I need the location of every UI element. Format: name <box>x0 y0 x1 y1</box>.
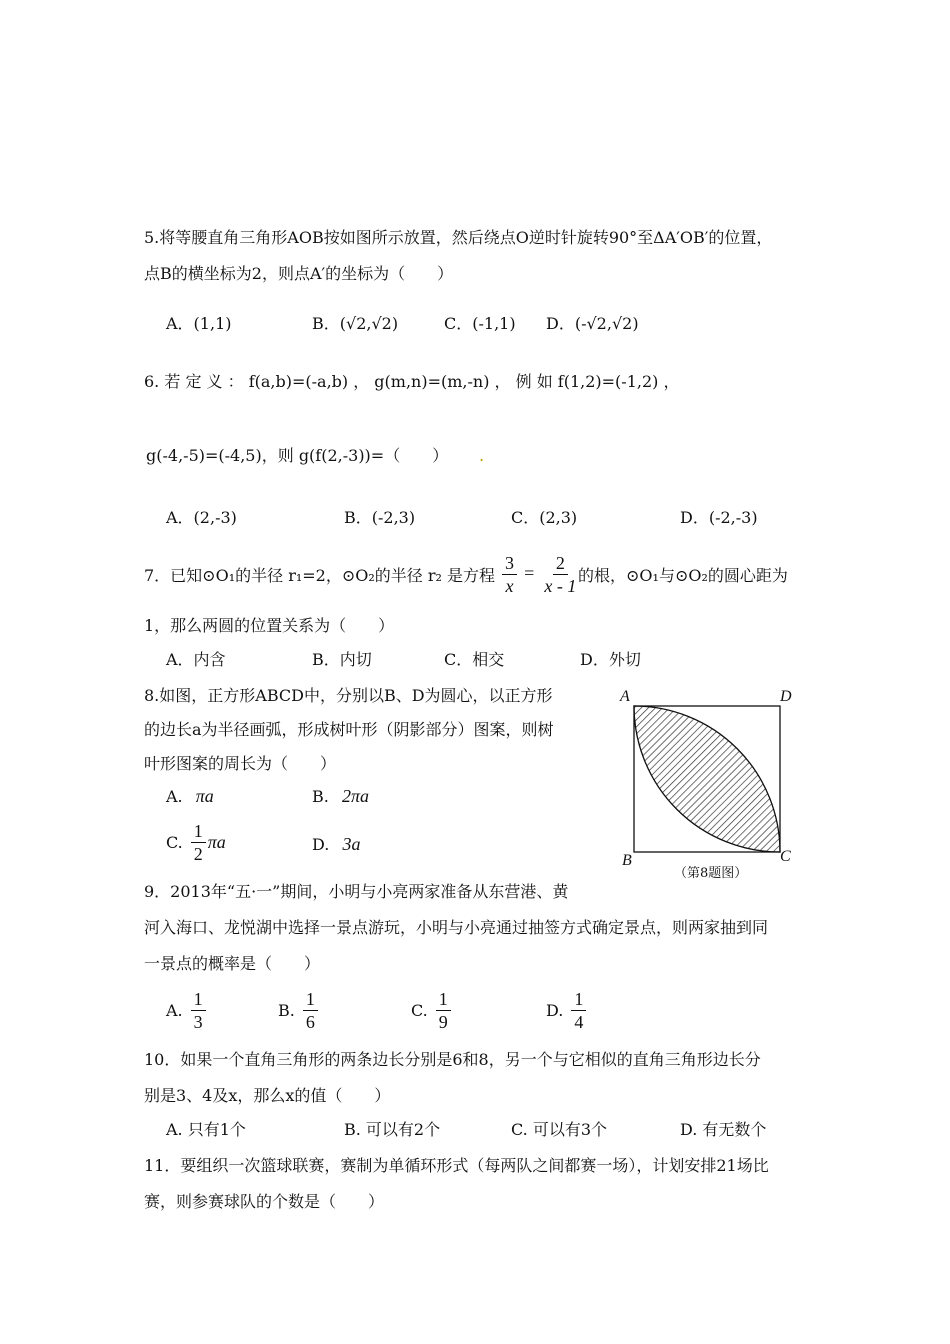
q7-line2: 1，那么两圆的位置关系为（ ） <box>144 616 395 635</box>
leaf-figure <box>612 680 812 890</box>
q5-option-a: A．(1,1) <box>166 314 232 333</box>
q10-option-d: D. 有无数个 <box>680 1120 767 1139</box>
q10-line1: 10．如果一个直角三角形的两条边长分别是6和8，另一个与它相似的直角三角形边长分 <box>144 1050 761 1069</box>
q6-line1: 6. 若 定 义 ： f(a,b)=(-a,b) ， g(m,n)=(m,-n) ， 例 如 f(1,2)=(-1,2) ， <box>144 372 680 391</box>
label-d: D <box>780 688 792 705</box>
q6-option-b: B．(-2,3) <box>344 508 416 527</box>
q9-line3: 一景点的概率是（ ） <box>144 954 321 973</box>
q8-option-c: C. $\frac{1}{2}$ πa <box>166 821 226 864</box>
q5-option-c: C．(-1,1) <box>444 314 516 333</box>
q7-fraction-right: $\frac{2}{x - 1}$ <box>544 553 577 596</box>
label-c: C <box>780 848 791 865</box>
q9-option-a: A. $\frac{1}{3}$ <box>166 988 208 1033</box>
q5-line1: 5.将等腰直角三角形AOB按如图所示放置，然后绕点O逆时针旋转90°至ΔA′OB′的位置， <box>144 228 773 247</box>
q10-option-b: B. 可以有2个 <box>344 1120 441 1139</box>
q9-option-c: C. $\frac{1}{9}$ <box>411 988 453 1033</box>
q11-line1: 11．要组织一次篮球联赛，赛制为单循环形式（每两队之间都赛一场），计划安排21场比 <box>144 1156 769 1175</box>
q9-line1: 9．2013年“五·一”期间，小明与小亮两家准备从东营港、黄 <box>144 882 569 901</box>
leaf-shaded-region <box>634 706 780 852</box>
q7-option-b: B．内切 <box>312 650 372 669</box>
q10-option-a: A. 只有1个 <box>166 1120 246 1139</box>
stray-dot: . <box>479 446 485 465</box>
figure-caption: （第8题图） <box>674 866 748 881</box>
q10-option-c: C. 可以有3个 <box>511 1120 608 1139</box>
q7-fraction-left: $\frac{3}{x}$ <box>502 552 517 597</box>
q6-line2: g(-4,-5)=(-4,5)，则 g(f(2,-3))=（ ） <box>146 446 449 465</box>
label-a: A <box>620 688 630 705</box>
q8-option-a: A. πa <box>166 786 214 806</box>
q5-option-b: B．(√2,√2) <box>312 314 399 333</box>
q8-option-b: B. 2πa <box>312 786 369 806</box>
q6-option-c: C．(2,3) <box>511 508 578 527</box>
q5-line2: 点B的横坐标为2，则点A′的坐标为（ ） <box>144 264 454 283</box>
q11-line2: 赛，则参赛球队的个数是（ ） <box>144 1192 385 1211</box>
q8-line3: 叶形图案的周长为（ ） <box>144 754 337 773</box>
q9-option-d: D. $\frac{1}{4}$ <box>546 988 588 1033</box>
q6-option-a: A．(2,-3) <box>166 508 237 527</box>
q6-option-d: D．(-2,-3) <box>680 508 758 527</box>
q7-line1-start: 7．已知⊙O₁的半径 r₁=2，⊙O₂的半径 r₂ 是方程 <box>144 566 496 585</box>
q7-line1-end: 的根，⊙O₁与⊙O₂的圆心距为 <box>578 566 788 585</box>
q8-option-d: D. 3a <box>312 834 361 854</box>
q9-option-b: B. $\frac{1}{6}$ <box>278 988 320 1033</box>
q7-option-a: A．内含 <box>166 650 226 669</box>
q7-option-c: C．相交 <box>444 650 505 669</box>
q8-line1: 8.如图，正方形ABCD中，分别以B、D为圆心，以正方形 <box>144 686 553 705</box>
q7-option-d: D．外切 <box>580 650 641 669</box>
q10-line2: 别是3、4及x，那么x的值（ ） <box>144 1086 391 1105</box>
q9-line2: 河入海口、龙悦湖中选择一景点游玩，小明与小亮通过抽签方式确定景点，则两家抽到同 <box>144 918 769 937</box>
q7-equation: $\frac{3}{x}$ = $\frac{2}{x - 1}$ <box>500 552 581 597</box>
label-b: B <box>622 852 632 869</box>
q8-line2: 的边长a为半径画弧，形成树叶形（阴影部分）图案，则树 <box>144 720 554 739</box>
q5-option-d: D．(-√2,√2) <box>546 314 639 333</box>
